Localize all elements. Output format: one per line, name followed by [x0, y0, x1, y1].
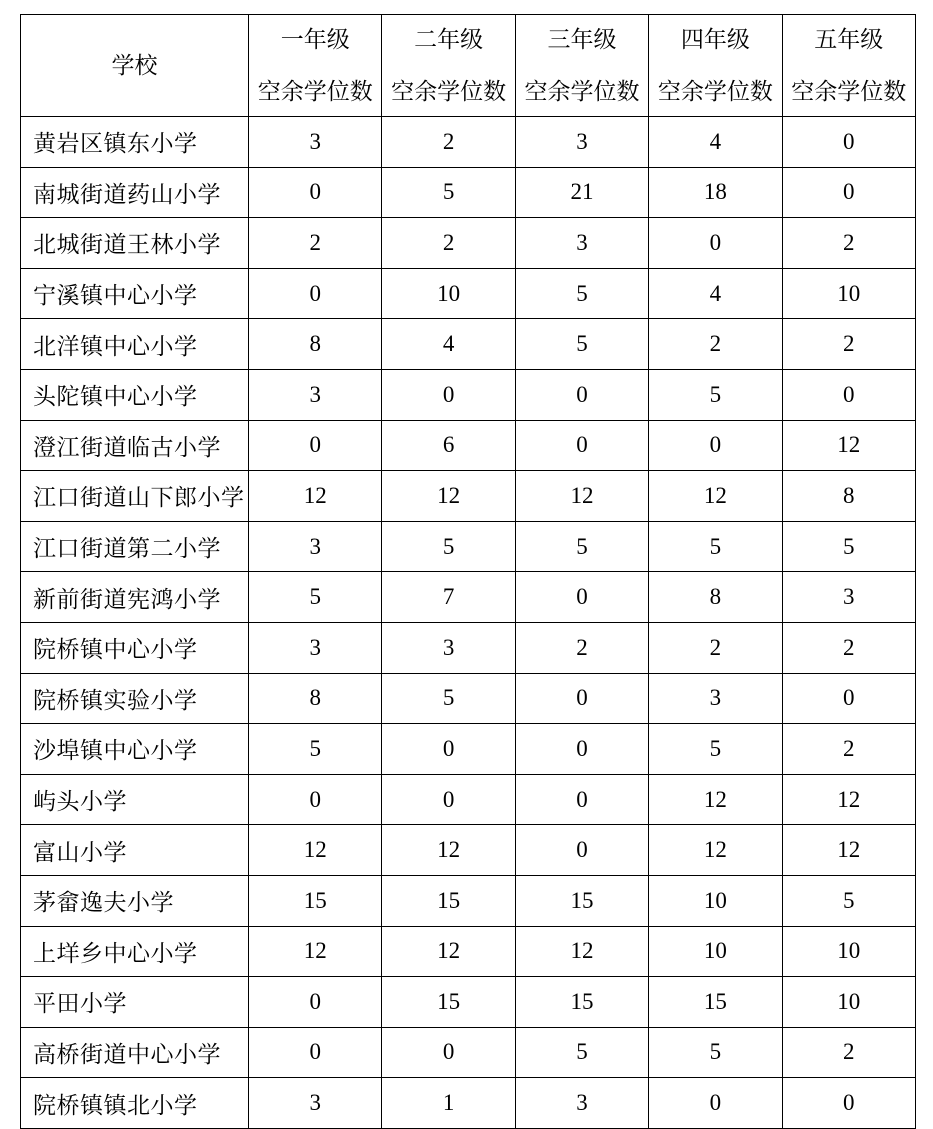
vacant-seats-cell-grade-4: 18 — [649, 167, 782, 218]
table-row — [21, 319, 916, 370]
vacant-seats-cell-grade-5: 2 — [782, 724, 915, 775]
vacant-seats-cell-grade-1: 0 — [249, 1027, 382, 1078]
school-name-cell: 头陀镇中心小学 — [21, 369, 249, 420]
grade-1-label: 一年级 — [280, 27, 350, 53]
grade-5-metric: 空余学位数 — [791, 78, 907, 104]
school-name-cell: 南城街道药山小学 — [21, 167, 249, 218]
vacant-seats-cell-grade-2: 12 — [382, 471, 515, 522]
school-name-cell: 茅畲逸夫小学 — [21, 875, 249, 926]
school-name-cell: 院桥镇中心小学 — [21, 622, 249, 673]
vacant-seats-cell-grade-4: 0 — [649, 420, 782, 471]
vacant-seats-cell-grade-4: 5 — [649, 1027, 782, 1078]
school-name-cell: 新前街道宪鸿小学 — [21, 572, 249, 623]
vacant-seats-cell-grade-4: 4 — [649, 117, 782, 168]
vacant-seats-cell-grade-3: 21 — [515, 167, 648, 218]
vacant-seats-cell-grade-1: 12 — [249, 926, 382, 977]
seats-table-container — [20, 14, 915, 1129]
vacant-seats-cell-grade-2: 1 — [382, 1078, 515, 1129]
school-name-cell: 平田小学 — [21, 977, 249, 1028]
column-header-grade-2 — [382, 15, 515, 117]
column-header-grade-4 — [649, 15, 782, 117]
vacant-seats-cell-grade-5: 12 — [782, 420, 915, 471]
grade-4-label: 四年级 — [680, 27, 750, 53]
column-header-grade-3 — [515, 15, 648, 117]
vacant-seats-cell-grade-4: 12 — [649, 774, 782, 825]
vacant-seats-cell-grade-2: 2 — [382, 117, 515, 168]
table-row — [21, 521, 916, 572]
grade-4-metric: 空余学位数 — [657, 78, 773, 104]
vacant-seats-cell-grade-2: 0 — [382, 1027, 515, 1078]
vacant-seats-cell-grade-4: 4 — [649, 268, 782, 319]
vacant-seats-cell-grade-2: 2 — [382, 218, 515, 269]
vacant-seats-cell-grade-5: 5 — [782, 521, 915, 572]
vacant-seats-cell-grade-2: 5 — [382, 521, 515, 572]
vacant-seats-cell-grade-2: 0 — [382, 774, 515, 825]
vacant-seats-cell-grade-4: 5 — [649, 521, 782, 572]
vacant-seats-cell-grade-1: 15 — [249, 875, 382, 926]
table-body — [21, 117, 916, 1129]
table-row — [21, 471, 916, 522]
grade-3-label: 三年级 — [547, 27, 617, 53]
vacant-seats-cell-grade-3: 12 — [515, 926, 648, 977]
vacant-seats-cell-grade-4: 15 — [649, 977, 782, 1028]
vacant-seats-cell-grade-3: 12 — [515, 471, 648, 522]
vacant-seats-cell-grade-4: 0 — [649, 218, 782, 269]
vacant-seats-cell-grade-3: 0 — [515, 774, 648, 825]
vacant-seats-cell-grade-4: 2 — [649, 622, 782, 673]
vacant-seats-cell-grade-3: 0 — [515, 369, 648, 420]
vacant-seats-cell-grade-5: 2 — [782, 622, 915, 673]
grade-5-label: 五年级 — [814, 27, 884, 53]
table-row — [21, 875, 916, 926]
table-row — [21, 926, 916, 977]
vacant-seats-cell-grade-2: 10 — [382, 268, 515, 319]
vacant-seats-cell-grade-2: 0 — [382, 369, 515, 420]
vacant-seats-cell-grade-5: 12 — [782, 825, 915, 876]
table-row — [21, 673, 916, 724]
vacant-seats-cell-grade-2: 5 — [382, 167, 515, 218]
vacant-seats-cell-grade-3: 3 — [515, 117, 648, 168]
vacant-seats-cell-grade-2: 15 — [382, 875, 515, 926]
school-name-cell: 富山小学 — [21, 825, 249, 876]
vacant-seats-cell-grade-3: 5 — [515, 268, 648, 319]
vacant-seats-cell-grade-5: 0 — [782, 167, 915, 218]
vacant-seats-cell-grade-3: 0 — [515, 420, 648, 471]
vacant-seats-cell-grade-1: 0 — [249, 167, 382, 218]
vacant-seats-cell-grade-5: 0 — [782, 673, 915, 724]
vacant-seats-cell-grade-5: 10 — [782, 977, 915, 1028]
table-row — [21, 218, 916, 269]
column-header-school — [21, 15, 249, 117]
school-name-cell: 高桥街道中心小学 — [21, 1027, 249, 1078]
header-row — [21, 15, 916, 117]
vacant-seats-cell-grade-4: 5 — [649, 369, 782, 420]
table-row — [21, 977, 916, 1028]
vacant-seats-cell-grade-3: 15 — [515, 875, 648, 926]
vacant-seats-cell-grade-1: 12 — [249, 825, 382, 876]
vacant-seats-table — [20, 14, 916, 1129]
vacant-seats-cell-grade-4: 3 — [649, 673, 782, 724]
table-row — [21, 167, 916, 218]
school-name-cell: 澄江街道临古小学 — [21, 420, 249, 471]
table-row — [21, 572, 916, 623]
vacant-seats-cell-grade-1: 3 — [249, 1078, 382, 1129]
vacant-seats-cell-grade-3: 0 — [515, 825, 648, 876]
vacant-seats-cell-grade-1: 0 — [249, 774, 382, 825]
vacant-seats-cell-grade-5: 12 — [782, 774, 915, 825]
vacant-seats-cell-grade-3: 5 — [515, 319, 648, 370]
table-header — [21, 15, 916, 117]
grade-2-metric: 空余学位数 — [391, 78, 507, 104]
table-row — [21, 1027, 916, 1078]
vacant-seats-cell-grade-1: 2 — [249, 218, 382, 269]
vacant-seats-cell-grade-4: 10 — [649, 926, 782, 977]
vacant-seats-cell-grade-3: 5 — [515, 521, 648, 572]
table-row — [21, 724, 916, 775]
vacant-seats-cell-grade-1: 0 — [249, 977, 382, 1028]
vacant-seats-cell-grade-4: 12 — [649, 825, 782, 876]
school-name-cell: 院桥镇实验小学 — [21, 673, 249, 724]
vacant-seats-cell-grade-1: 8 — [249, 673, 382, 724]
vacant-seats-cell-grade-5: 10 — [782, 268, 915, 319]
vacant-seats-cell-grade-2: 12 — [382, 926, 515, 977]
vacant-seats-cell-grade-3: 3 — [515, 1078, 648, 1129]
column-header-school-label: 学校 — [111, 52, 158, 78]
vacant-seats-cell-grade-3: 0 — [515, 572, 648, 623]
vacant-seats-cell-grade-3: 3 — [515, 218, 648, 269]
table-row — [21, 622, 916, 673]
vacant-seats-cell-grade-5: 0 — [782, 1078, 915, 1129]
vacant-seats-cell-grade-5: 2 — [782, 218, 915, 269]
vacant-seats-cell-grade-1: 3 — [249, 622, 382, 673]
column-header-grade-5 — [782, 15, 915, 117]
vacant-seats-cell-grade-1: 5 — [249, 572, 382, 623]
vacant-seats-cell-grade-2: 7 — [382, 572, 515, 623]
vacant-seats-cell-grade-4: 0 — [649, 1078, 782, 1129]
vacant-seats-cell-grade-1: 5 — [249, 724, 382, 775]
vacant-seats-cell-grade-1: 8 — [249, 319, 382, 370]
vacant-seats-cell-grade-5: 10 — [782, 926, 915, 977]
vacant-seats-cell-grade-5: 0 — [782, 117, 915, 168]
school-name-cell: 江口街道山下郎小学 — [21, 471, 249, 522]
vacant-seats-cell-grade-1: 0 — [249, 268, 382, 319]
table-row — [21, 369, 916, 420]
table-row — [21, 1078, 916, 1129]
vacant-seats-cell-grade-2: 5 — [382, 673, 515, 724]
vacant-seats-cell-grade-2: 6 — [382, 420, 515, 471]
grade-3-metric: 空余学位数 — [524, 78, 640, 104]
vacant-seats-cell-grade-2: 15 — [382, 977, 515, 1028]
vacant-seats-cell-grade-3: 0 — [515, 724, 648, 775]
vacant-seats-cell-grade-3: 5 — [515, 1027, 648, 1078]
vacant-seats-cell-grade-3: 0 — [515, 673, 648, 724]
vacant-seats-cell-grade-2: 0 — [382, 724, 515, 775]
school-name-cell: 沙埠镇中心小学 — [21, 724, 249, 775]
vacant-seats-cell-grade-1: 3 — [249, 521, 382, 572]
vacant-seats-cell-grade-4: 8 — [649, 572, 782, 623]
vacant-seats-cell-grade-5: 5 — [782, 875, 915, 926]
vacant-seats-cell-grade-5: 2 — [782, 1027, 915, 1078]
vacant-seats-cell-grade-3: 2 — [515, 622, 648, 673]
vacant-seats-cell-grade-4: 5 — [649, 724, 782, 775]
vacant-seats-cell-grade-1: 3 — [249, 369, 382, 420]
vacant-seats-cell-grade-1: 0 — [249, 420, 382, 471]
vacant-seats-cell-grade-1: 3 — [249, 117, 382, 168]
vacant-seats-cell-grade-5: 3 — [782, 572, 915, 623]
school-name-cell: 宁溪镇中心小学 — [21, 268, 249, 319]
vacant-seats-cell-grade-4: 12 — [649, 471, 782, 522]
vacant-seats-cell-grade-2: 4 — [382, 319, 515, 370]
vacant-seats-cell-grade-2: 3 — [382, 622, 515, 673]
table-row — [21, 117, 916, 168]
vacant-seats-cell-grade-2: 12 — [382, 825, 515, 876]
school-name-cell: 北城街道王林小学 — [21, 218, 249, 269]
vacant-seats-cell-grade-3: 15 — [515, 977, 648, 1028]
column-header-grade-1 — [249, 15, 382, 117]
school-name-cell: 北洋镇中心小学 — [21, 319, 249, 370]
vacant-seats-cell-grade-1: 12 — [249, 471, 382, 522]
school-name-cell: 上垟乡中心小学 — [21, 926, 249, 977]
vacant-seats-cell-grade-5: 8 — [782, 471, 915, 522]
school-name-cell: 屿头小学 — [21, 774, 249, 825]
table-row — [21, 825, 916, 876]
grade-1-metric: 空余学位数 — [257, 78, 373, 104]
school-name-cell: 院桥镇镇北小学 — [21, 1078, 249, 1129]
table-row — [21, 268, 916, 319]
school-name-cell: 江口街道第二小学 — [21, 521, 249, 572]
vacant-seats-cell-grade-5: 0 — [782, 369, 915, 420]
vacant-seats-cell-grade-5: 2 — [782, 319, 915, 370]
vacant-seats-cell-grade-4: 2 — [649, 319, 782, 370]
school-name-cell: 黄岩区镇东小学 — [21, 117, 249, 168]
grade-2-label: 二年级 — [414, 27, 484, 53]
table-row — [21, 420, 916, 471]
vacant-seats-cell-grade-4: 10 — [649, 875, 782, 926]
table-row — [21, 774, 916, 825]
